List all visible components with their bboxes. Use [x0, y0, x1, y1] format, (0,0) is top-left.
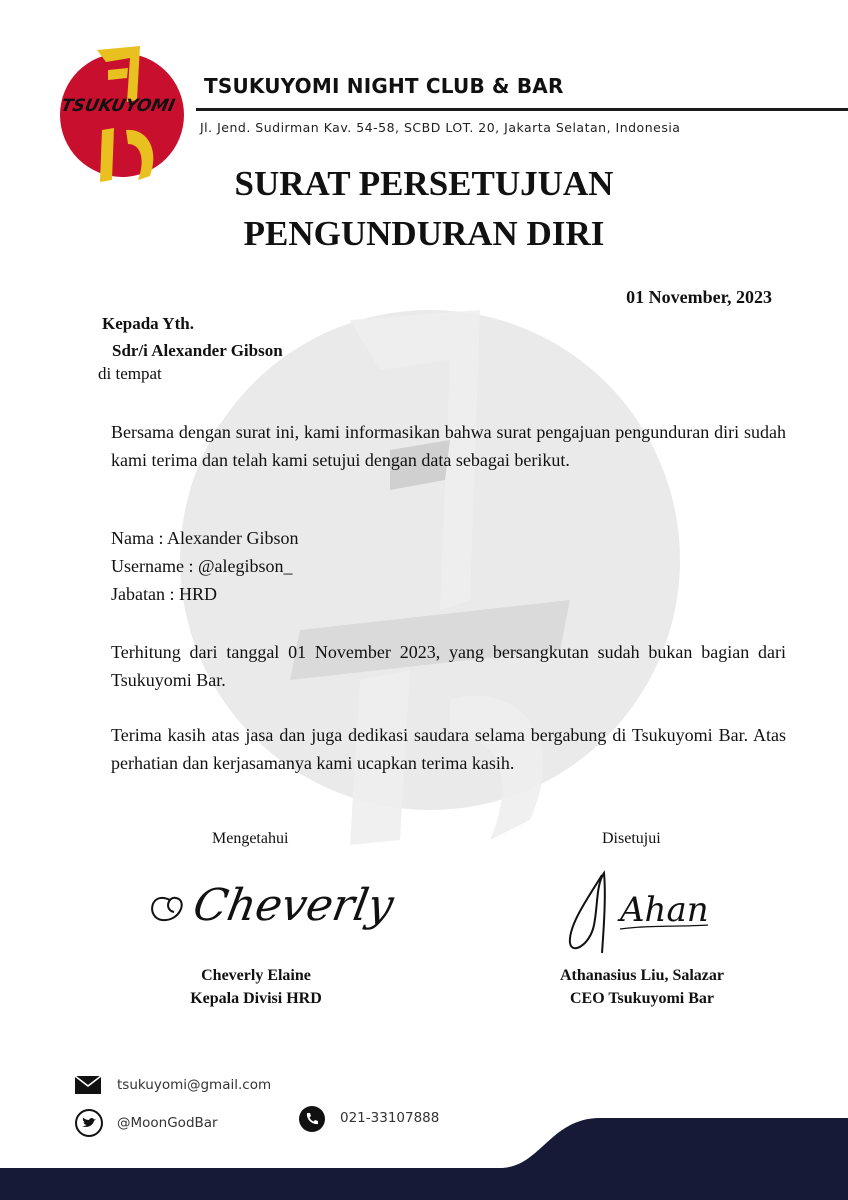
recipient-name: Sdr/i Alexander Gibson — [112, 341, 283, 360]
left-signatory — [136, 964, 376, 1010]
detail-username: Username : @alegibson_ — [111, 556, 293, 576]
letter-date: 01 November, 2023 — [626, 287, 772, 307]
left-signature-script: Cheverly — [189, 880, 398, 931]
left-signatory-position: Kepala Divisi HRD — [190, 990, 322, 1007]
letter-title-line2: PENGUNDURAN DIRI — [243, 214, 605, 253]
logo-text: TSUKUYOMI — [59, 96, 177, 116]
footer-phone: 021-33107888 — [340, 1110, 440, 1126]
footer-twitter: @MoonGodBar — [117, 1115, 218, 1131]
email-icon — [74, 1075, 102, 1095]
letter-title-line1: SURAT PERSETUJUAN — [234, 164, 614, 203]
detail-nama: Nama : Alexander Gibson — [111, 528, 299, 548]
recipient-place: di tempat — [98, 364, 162, 383]
body-paragraph-3: Terima kasih atas jasa dan juga dedikasi saudara selama bergabung di Tsukuyomi Bar. Atas perhatian dan kerjasamanya kami ucapkan terima kasih. — [111, 725, 786, 773]
header-divider — [196, 108, 848, 111]
club-address: Jl. Jend. Sudirman Kav. 54-58, SCBD LOT. 20, Jakarta Selatan, Indonesia — [200, 120, 681, 135]
body-paragraph-2: Terhitung dari tanggal 01 November 2023, yang bersangkutan sudah bukan bagian dari Tsukuyomi Bar. — [111, 642, 786, 690]
detail-jabatan: Jabatan : HRD — [111, 584, 217, 604]
footer-email: tsukuyomi@gmail.com — [117, 1077, 272, 1093]
right-signatory-name: Athanasius Liu, Salazar — [559, 967, 725, 984]
right-signature — [560, 855, 720, 960]
right-signatory-position: CEO Tsukuyomi Bar — [569, 990, 715, 1007]
right-signature-caption: Disetujui — [602, 830, 661, 847]
left-signature — [140, 860, 398, 950]
footer-band — [0, 1110, 848, 1200]
recipient-salutation: Kepada Yth. — [102, 314, 194, 333]
club-name: TSUKUYOMI NIGHT CLUB & BAR — [204, 74, 564, 98]
left-signatory-name: Cheverly Elaine — [201, 967, 311, 984]
right-signature-script: Ahan — [620, 890, 709, 930]
right-signatory — [522, 964, 762, 1010]
left-signature-caption: Mengetahui — [212, 830, 289, 847]
body-paragraph-1: Bersama dengan surat ini, kami informasikan bahwa surat pengajuan pengunduran diri sudah kami terima dan telah kami setujui dengan data sebagai berikut. — [111, 422, 786, 470]
